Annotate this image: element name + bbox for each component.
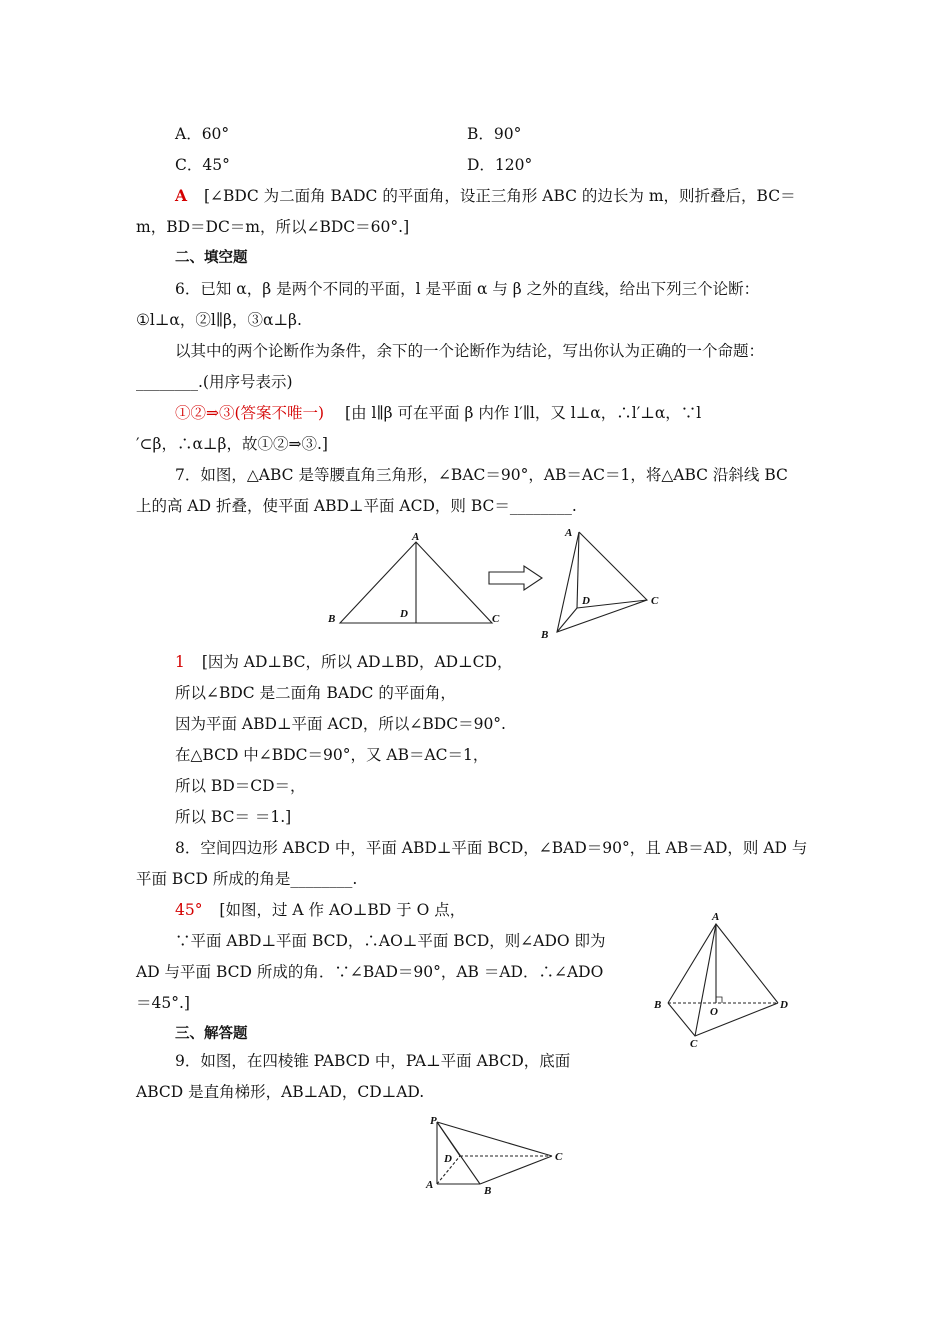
- q7-line1: 7．如图，△ABC 是等腰直角三角形，∠BAC＝90°，AB＝AC＝1，将△ABC 沿斜线 BC: [175, 466, 788, 484]
- q9-line1: 9．如图，在四棱锥 PABCD 中，PA⊥平面 ABCD，底面: [175, 1052, 571, 1070]
- face-abc: [557, 532, 647, 632]
- label-d: D: [582, 595, 590, 607]
- label-c: C: [651, 595, 659, 607]
- option-c: C．45°: [175, 156, 230, 174]
- label-c: C: [555, 1151, 563, 1163]
- q7-solution-text: [因为 AD⊥BC，所以 AD⊥BD，AD⊥CD，: [201, 653, 513, 671]
- label-b: B: [328, 613, 336, 625]
- label-o: O: [710, 1006, 718, 1018]
- label-p: P: [430, 1115, 437, 1127]
- q8-solution-text: [如图，过 A 作 AO⊥BD 于 O 点，: [219, 901, 466, 919]
- label-a: A: [712, 911, 720, 923]
- right-angle-mark: [716, 997, 722, 1003]
- label-a: A: [565, 527, 573, 539]
- q7-solution-line2: 所以∠BDC 是二面角 BADC 的平面角，: [175, 684, 456, 702]
- label-d: D: [400, 608, 408, 620]
- q8-line2: 平面 BCD 所成的角是________.: [136, 870, 358, 888]
- edge-pd: [437, 1122, 460, 1156]
- label-a: A: [426, 1179, 434, 1191]
- label-b: B: [654, 999, 662, 1011]
- q6-explanation: [由 l∥β 可在平面 β 内作 l′∥l，又 l⊥α，∴l′⊥α，∵l: [345, 404, 702, 422]
- label-d: D: [444, 1153, 452, 1165]
- q8-line1: 8．空间四边形 ABCD 中，平面 ABD⊥平面 BCD，∠BAD＝90°，且 AB＝AD，则 AD 与: [175, 839, 808, 857]
- edge-pc: [437, 1122, 552, 1156]
- label-c: C: [690, 1038, 698, 1050]
- label-b: B: [541, 629, 549, 641]
- q7-solution-line1: [175, 652, 512, 672]
- q6-line2: ①l⊥α，②l∥β，③α⊥β.: [136, 311, 302, 329]
- q8-solution-line1: [175, 900, 465, 920]
- q8-figure: [650, 908, 795, 1050]
- q8-solution-line4: ＝45°.]: [136, 994, 190, 1012]
- q6-line3: 以其中的两个论断作为条件，余下的一个论断作为结论，写出你认为正确的一个命题：: [175, 342, 765, 360]
- q7-answer: 1: [175, 653, 185, 671]
- q5-explanation: [∠BDC 为二面角 BADC 的平面角，设正三角形 ABC 的边长为 m，则折叠后，BC＝: [203, 187, 796, 205]
- edges-bc-cd: [668, 1003, 778, 1036]
- q7-solution-line5: 所以 BD＝CD＝，: [175, 777, 306, 795]
- q6-line1: 6．已知 α，β 是两个不同的平面，l 是平面 α 与 β 之外的直线，给出下列三个论断：: [175, 280, 760, 298]
- option-b: B．90°: [467, 125, 522, 143]
- q9-figure: [420, 1112, 570, 1200]
- q6-answer-line1: [175, 403, 815, 423]
- q7-line2: 上的高 AD 折叠，使平面 ABD⊥平面 ACD，则 BC＝________.: [136, 497, 577, 515]
- label-c: C: [492, 613, 500, 625]
- q7-solution-line6: 所以 BC＝ ＝1.]: [175, 808, 292, 826]
- q7-figure-folded: [535, 522, 670, 642]
- q6-answer-line2: ′⊂β，∴α⊥β，故①②⇒③.]: [136, 435, 328, 453]
- label-d: D: [780, 999, 788, 1011]
- option-d: D．120°: [467, 156, 533, 174]
- label-a: A: [412, 531, 420, 543]
- edge-bc: [480, 1156, 552, 1184]
- q7-figure-original: [320, 528, 510, 628]
- section-heading-solution: 三、解答题: [175, 1026, 248, 1042]
- q8-solution-line2: ∵平面 ABD⊥平面 BCD，∴AO⊥平面 BCD，则∠ADO 即为: [175, 932, 606, 950]
- q6-answer: ①②⇒③(答案不唯一): [175, 404, 325, 422]
- q5-answer-line2: m，BD＝DC＝m，所以∠BDC＝60°.]: [136, 218, 410, 236]
- option-a: A．60°: [175, 125, 230, 143]
- label-b: B: [484, 1185, 492, 1197]
- edge-ad: [577, 532, 579, 608]
- section-heading-fill-blank: 二、填空题: [175, 250, 248, 266]
- q7-solution-line3: 因为平面 ABD⊥平面 ACD，所以∠BDC＝90°.: [175, 715, 506, 733]
- q8-solution-line3: AD 与平面 BCD 所成的角．∵∠BAD＝90°，AB ＝AD．∴∠ADO: [136, 963, 604, 981]
- q9-line2: ABCD 是直角梯形，AB⊥AD，CD⊥AD.: [136, 1083, 425, 1101]
- q7-solution-line4: 在△BCD 中∠BDC＝90°，又 AB＝AC＝1，: [175, 746, 489, 764]
- edges-ab-ad: [668, 924, 778, 1003]
- q5-answer-line1: [175, 186, 796, 206]
- q6-line4: ________.(用序号表示): [136, 373, 293, 391]
- q8-answer: 45°: [175, 901, 203, 919]
- q5-answer-letter: A: [175, 186, 188, 205]
